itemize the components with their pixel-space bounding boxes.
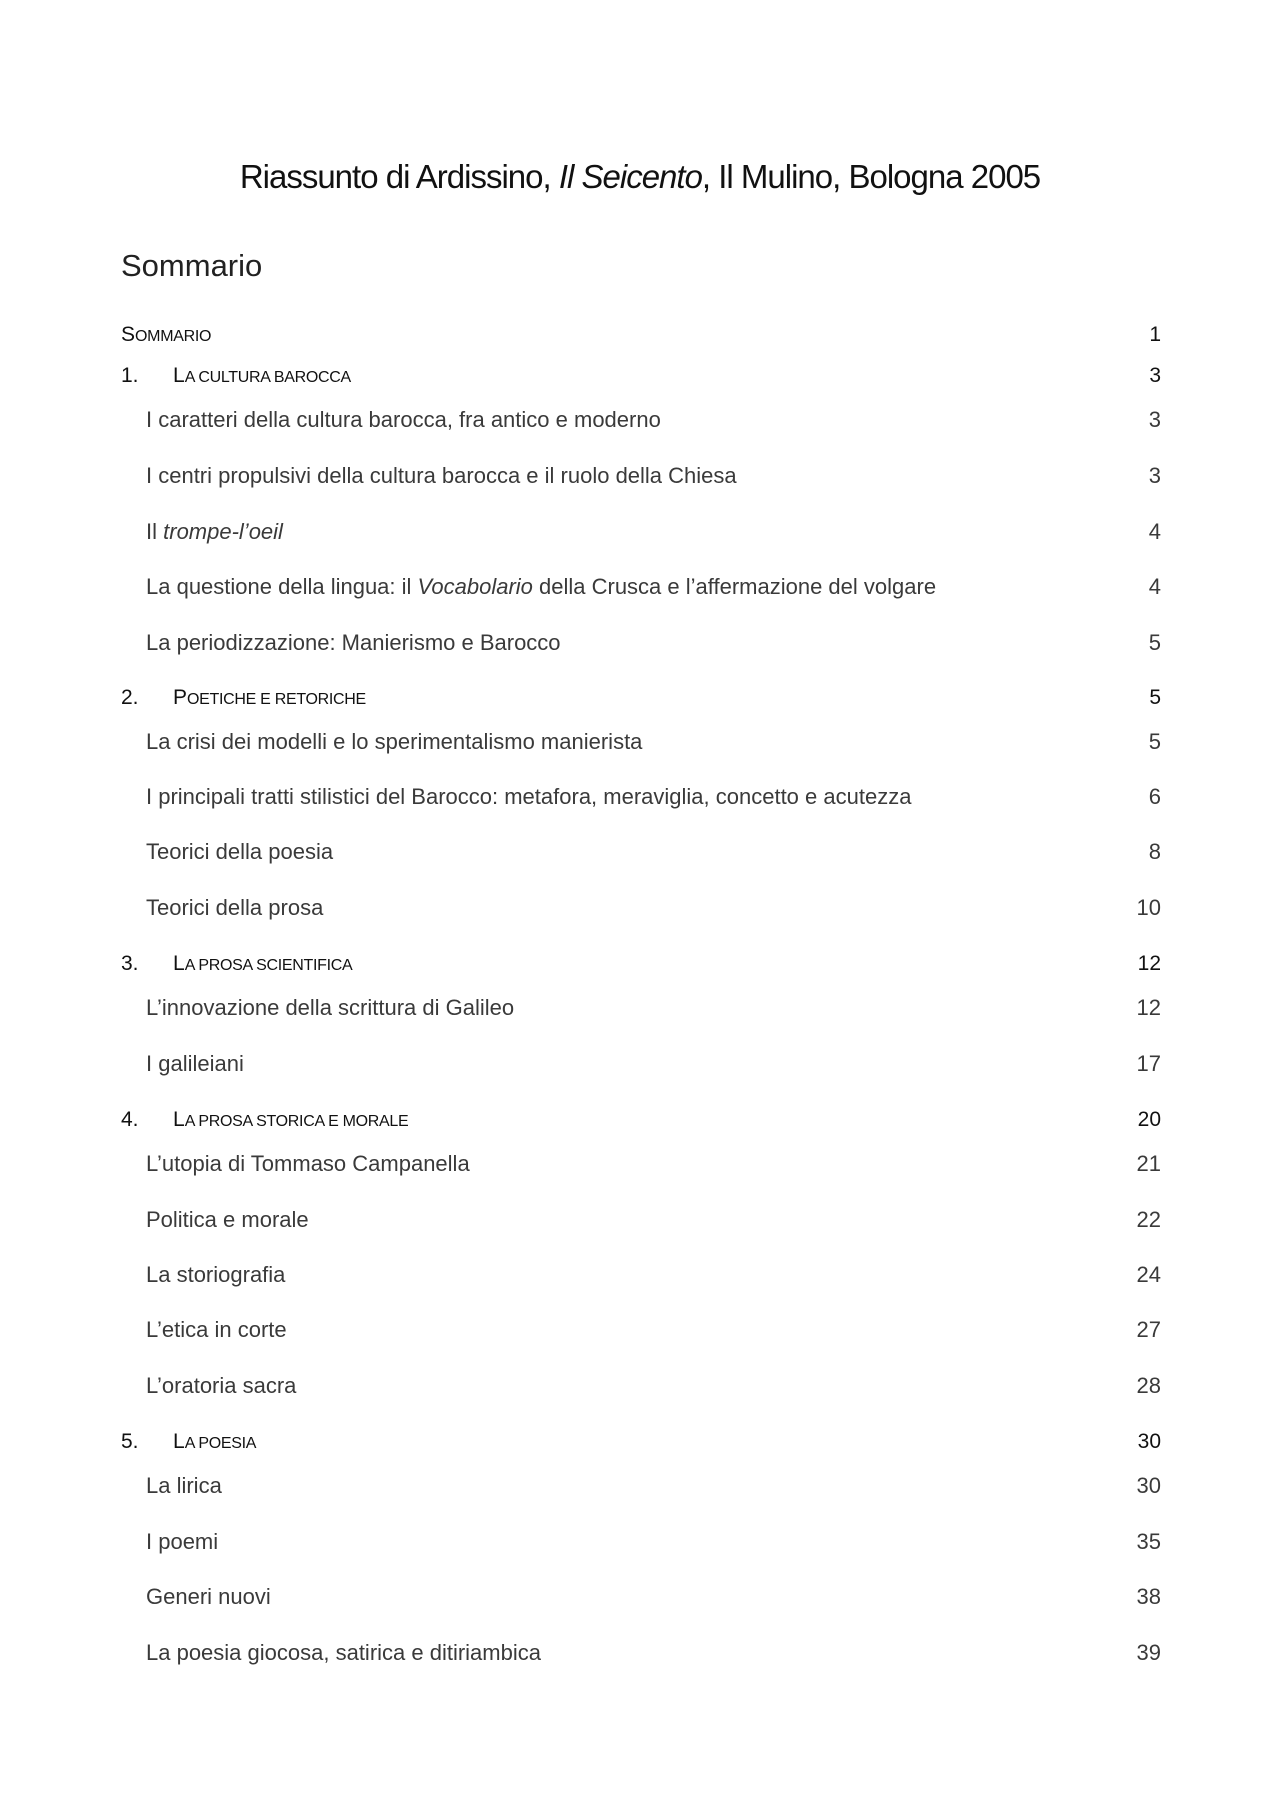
toc-chapter-initial: L bbox=[173, 364, 185, 387]
toc-section-text: I galileiani bbox=[146, 1051, 244, 1076]
toc-page-number: 1 bbox=[1149, 323, 1161, 346]
toc-heading: Sommario bbox=[121, 248, 263, 283]
table-of-contents bbox=[121, 0, 1161, 1811]
toc-chapter-number: 1. bbox=[121, 364, 139, 387]
toc-chapter-initial: L bbox=[173, 1430, 185, 1453]
toc-section-entry[interactable] bbox=[121, 1314, 1161, 1346]
toc-chapter-initial: L bbox=[173, 1108, 185, 1131]
toc-section-text: I centri propulsivi della cultura barocca e il ruolo della Chiesa bbox=[146, 463, 737, 488]
toc-chapter-initial: S bbox=[121, 323, 136, 346]
toc-section-text: I poemi bbox=[146, 1529, 219, 1554]
toc-chapter-number: 3. bbox=[121, 952, 139, 975]
toc-section-entry[interactable] bbox=[121, 1204, 1161, 1236]
toc-entry-label bbox=[121, 1640, 1137, 1666]
toc-section-entry[interactable] bbox=[121, 992, 1161, 1024]
toc-entry-label bbox=[121, 1207, 1137, 1233]
toc-chapter-entry[interactable] bbox=[121, 319, 1161, 351]
toc-entry-label bbox=[121, 519, 1149, 545]
toc-section-text: L’innovazione della scrittura di Galileo bbox=[146, 995, 515, 1020]
toc-page-number: 28 bbox=[1136, 1373, 1161, 1398]
title-prefix: Riassunto di Ardissino, bbox=[239, 158, 559, 195]
toc-entry-label bbox=[121, 1373, 1137, 1399]
toc-section-entry[interactable] bbox=[121, 1370, 1161, 1402]
toc-section-entry[interactable] bbox=[121, 1581, 1161, 1613]
toc-page-number: 4 bbox=[1148, 574, 1161, 599]
toc-entry-label bbox=[121, 1473, 1137, 1499]
toc-section-entry[interactable] bbox=[121, 1259, 1161, 1291]
toc-page-number: 30 bbox=[1136, 1473, 1161, 1498]
toc-section-entry[interactable] bbox=[121, 1637, 1161, 1669]
toc-section-entry[interactable] bbox=[121, 1526, 1161, 1558]
toc-chapter-entry[interactable] bbox=[121, 1104, 1161, 1136]
toc-section-text: La crisi dei modelli e lo sperimentalismo manierista bbox=[146, 729, 643, 754]
toc-page-number: 39 bbox=[1136, 1640, 1161, 1665]
toc-section-text: La lirica bbox=[146, 1473, 222, 1498]
toc-section-entry[interactable] bbox=[121, 460, 1161, 492]
toc-entry-label bbox=[121, 784, 1149, 810]
toc-entry-label bbox=[121, 630, 1149, 656]
toc-section-text: L’etica in corte bbox=[146, 1317, 287, 1342]
toc-section-text: L’oratoria sacra bbox=[146, 1373, 297, 1398]
toc-entry-label bbox=[121, 839, 1149, 865]
toc-chapter-entry[interactable] bbox=[121, 948, 1161, 980]
toc-page-number: 22 bbox=[1136, 1207, 1161, 1232]
toc-section-entry[interactable] bbox=[121, 892, 1161, 924]
toc-section-text: I principali tratti stilistici del Barocco: metafora, meraviglia, concetto e acutezza bbox=[146, 784, 912, 809]
toc-page-number: 38 bbox=[1136, 1584, 1161, 1609]
toc-section-italic-text: Vocabolario bbox=[417, 574, 533, 599]
toc-section-text: L’utopia di Tommaso Campanella bbox=[146, 1151, 470, 1176]
title-italic: Il Seicento bbox=[558, 158, 702, 195]
toc-chapter-number: 4. bbox=[121, 1108, 139, 1131]
toc-section-entry[interactable] bbox=[121, 781, 1161, 813]
toc-section-text: Politica e morale bbox=[146, 1207, 309, 1232]
toc-section-text: Generi nuovi bbox=[146, 1584, 271, 1609]
toc-page-number: 30 bbox=[1137, 1430, 1161, 1453]
toc-section-entry[interactable] bbox=[121, 516, 1161, 548]
toc-section-text: Teorici della prosa bbox=[146, 895, 324, 920]
toc-section-text: I caratteri della cultura barocca, fra antico e moderno bbox=[146, 407, 661, 432]
toc-chapter-title: A PROSA SCIENTIFICA bbox=[184, 957, 353, 974]
toc-section-entry[interactable] bbox=[121, 836, 1161, 868]
toc-section-entry[interactable] bbox=[121, 1148, 1161, 1180]
toc-section-text: Il bbox=[146, 519, 164, 544]
toc-page-number: 10 bbox=[1136, 895, 1161, 920]
toc-page-number: 17 bbox=[1136, 1051, 1161, 1076]
toc-chapter-initial: L bbox=[173, 952, 185, 975]
title-suffix: , Il Mulino, Bologna 2005 bbox=[701, 158, 1041, 195]
toc-entry-label bbox=[121, 1317, 1137, 1343]
toc-page-number: 27 bbox=[1136, 1317, 1161, 1342]
toc-section-entry[interactable] bbox=[121, 404, 1161, 436]
toc-entry-label bbox=[121, 323, 1149, 347]
toc-chapter-number: 2. bbox=[121, 686, 139, 709]
toc-chapter-title: A POESIA bbox=[184, 1435, 257, 1452]
toc-page-number: 12 bbox=[1137, 952, 1161, 975]
toc-section-entry[interactable] bbox=[121, 627, 1161, 659]
toc-entry-label bbox=[121, 729, 1149, 755]
toc-section-text: La poesia giocosa, satirica e ditiriambica bbox=[146, 1640, 541, 1665]
toc-chapter-title: OETICHE E RETORICHE bbox=[187, 691, 366, 708]
toc-entry-label bbox=[121, 1529, 1137, 1555]
toc-section-text: Teorici della poesia bbox=[146, 839, 334, 864]
toc-page-number: 24 bbox=[1136, 1262, 1161, 1287]
toc-section-entry[interactable] bbox=[121, 571, 1161, 603]
toc-chapter-title: OMMARIO bbox=[135, 328, 212, 345]
toc-entry-label bbox=[121, 1430, 1138, 1454]
toc-chapter-entry[interactable] bbox=[121, 1426, 1161, 1458]
toc-page-number: 12 bbox=[1136, 995, 1161, 1020]
toc-entry-label bbox=[121, 364, 1149, 388]
toc-page-number: 4 bbox=[1148, 519, 1161, 544]
toc-page-number: 3 bbox=[1148, 463, 1161, 488]
toc-section-text: La questione della lingua: il bbox=[146, 574, 418, 599]
toc-chapter-title: A PROSA STORICA E MORALE bbox=[184, 1113, 409, 1130]
toc-entry-label bbox=[121, 895, 1137, 921]
toc-page-number: 5 bbox=[1149, 686, 1161, 709]
toc-page-number: 3 bbox=[1149, 364, 1161, 387]
toc-chapter-entry[interactable] bbox=[121, 682, 1161, 714]
toc-page-number: 5 bbox=[1148, 729, 1161, 754]
toc-page-number: 5 bbox=[1148, 630, 1161, 655]
toc-entry-label bbox=[121, 1262, 1137, 1288]
toc-section-entry[interactable] bbox=[121, 1470, 1161, 1502]
toc-page-number: 20 bbox=[1137, 1108, 1161, 1131]
toc-entry-label bbox=[121, 574, 1149, 600]
toc-entry-label bbox=[121, 1584, 1137, 1610]
toc-entry-label bbox=[121, 995, 1137, 1021]
toc-entry-label bbox=[121, 686, 1149, 710]
toc-entry-label bbox=[121, 952, 1138, 976]
toc-page-number: 21 bbox=[1136, 1151, 1161, 1176]
toc-section-text: La periodizzazione: Manierismo e Barocco bbox=[146, 630, 561, 655]
toc-page-number: 35 bbox=[1136, 1529, 1161, 1554]
toc-page-number: 6 bbox=[1148, 784, 1161, 809]
toc-entry-label bbox=[121, 407, 1149, 433]
toc-section-italic-text: trompe-l’oeil bbox=[163, 519, 283, 544]
toc-page-number: 8 bbox=[1148, 839, 1161, 864]
toc-chapter-title: A CULTURA BAROCCA bbox=[184, 369, 351, 386]
toc-entry-label bbox=[121, 1108, 1138, 1132]
toc-chapter-entry[interactable] bbox=[121, 360, 1161, 392]
toc-chapter-number: 5. bbox=[121, 1430, 139, 1453]
toc-entry-label bbox=[121, 463, 1149, 489]
toc-section-text: La storiografia bbox=[146, 1262, 286, 1287]
toc-entry-label bbox=[121, 1051, 1137, 1077]
toc-entry-label bbox=[121, 1151, 1137, 1177]
toc-page-number: 3 bbox=[1148, 407, 1161, 432]
toc-chapter-initial: P bbox=[173, 686, 188, 709]
toc-section-entry[interactable] bbox=[121, 1048, 1161, 1080]
toc-section-entry[interactable] bbox=[121, 726, 1161, 758]
toc-section-text-after: della Crusca e l’affermazione del volgare bbox=[532, 574, 937, 599]
